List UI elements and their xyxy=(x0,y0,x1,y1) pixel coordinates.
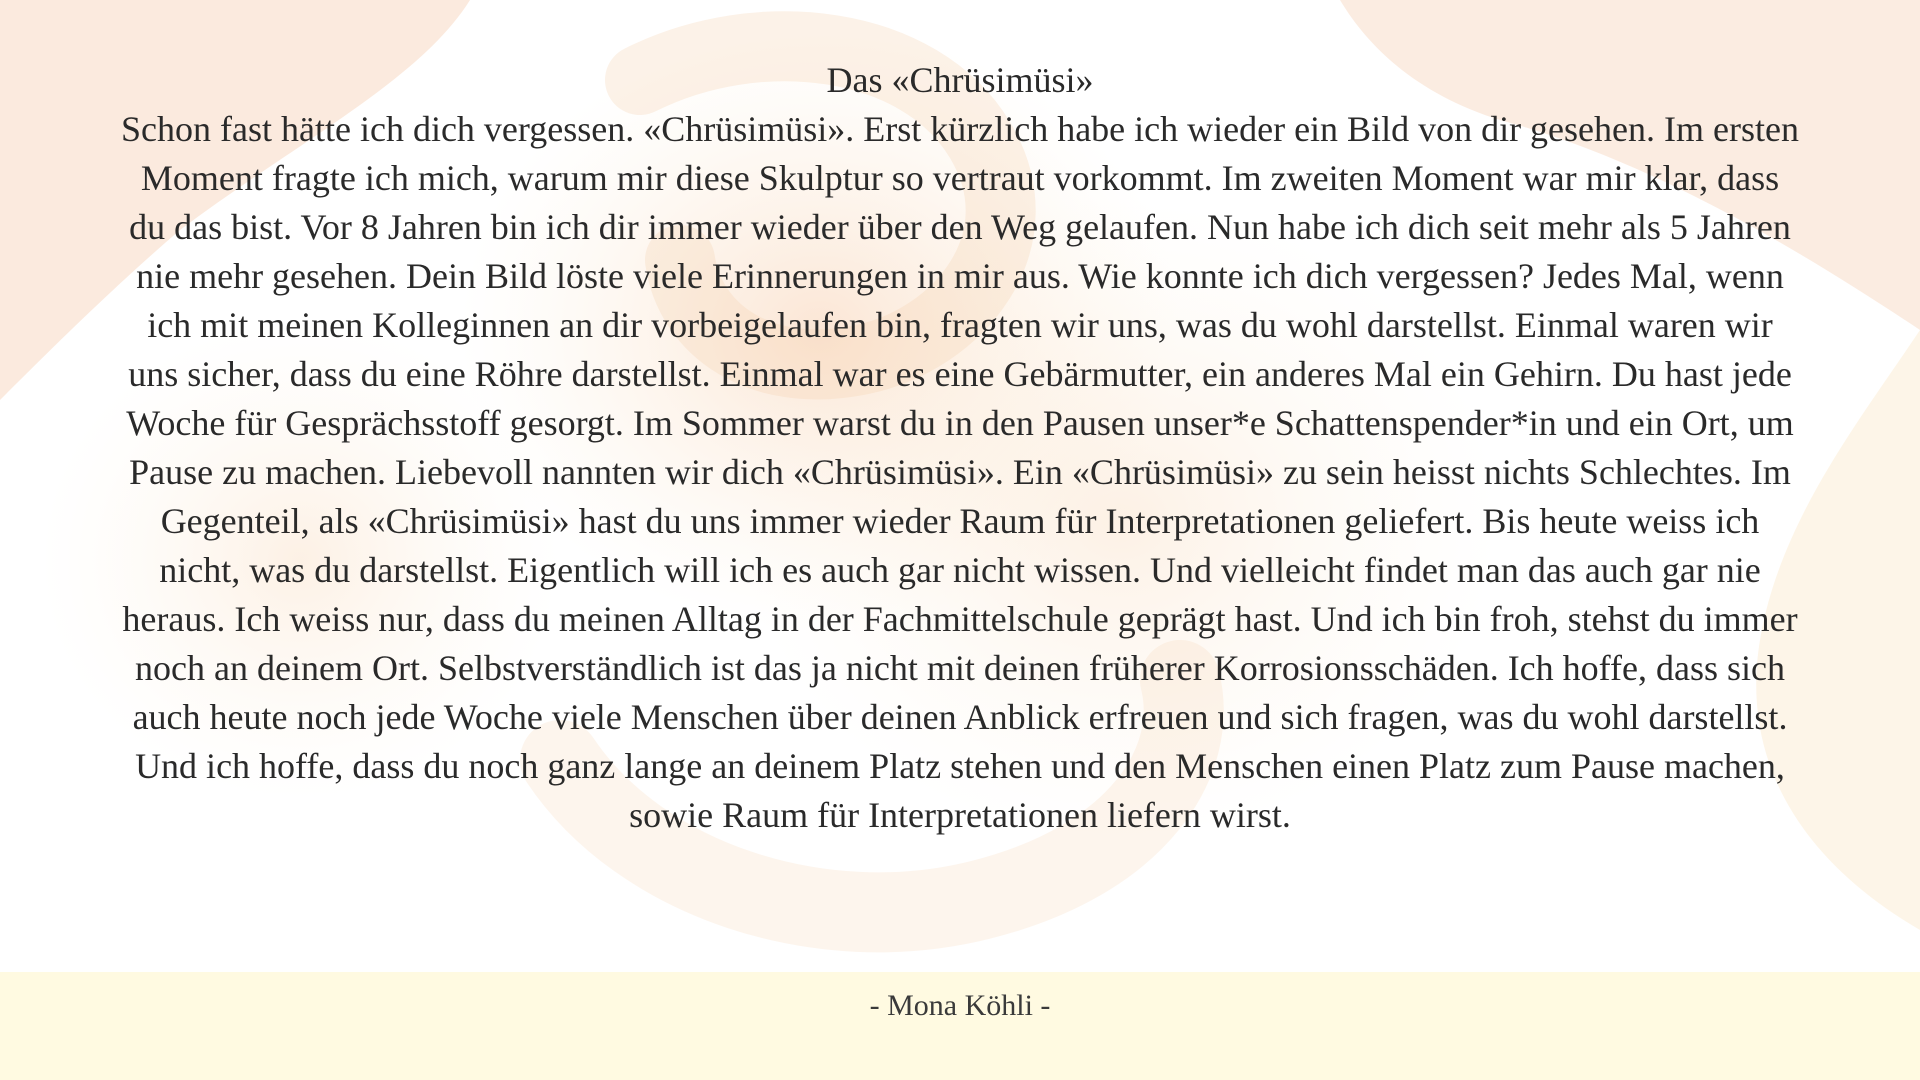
body-paragraph: Schon fast hätte ich dich vergessen. «Chrüsimüsi». Erst kürzlich habe ich wieder ein Bild von dir gesehen. Im ersten Moment fragte ich mich, warum mir diese Skulptur so vertraut vorkommt. Im zweiten Moment war mir klar, dass du das bist. Vor 8 Jahren bin ich dir immer wieder über den Weg gelaufen. Nun habe ich dich seit mehr als 5 Jahren nie mehr gesehen. Dein Bild löste viele Erinnerungen in mir aus. Wie konnte ich dich vergessen? Jedes Mal, wenn ich mit meinen Kolleginnen an dir vorbeigelaufen bin, fragten wir uns, was du wohl darstellst. Einmal waren wir uns sicher, dass du eine Röhre darstellst. Einmal war es eine Gebärmutter, ein anderes Mal ein Gehirn. Du hast jede Woche für Gesprächsstoff gesorgt. Im Sommer warst du in den Pausen unser*e Schattenspender*in und ein Ort, um Pause zu machen. Liebevoll nannten wir dich «Chrüsimüsi». Ein «Chrüsimüsi» zu sein heisst nichts Schlechtes. Im Gegenteil, als «Chrüsimüsi» hast du uns immer wieder Raum für Interpretationen geliefert. Bis heute weiss ich nicht, was du darstellst. Eigentlich will ich es auch gar nicht wissen. Und vielleicht findet man das auch gar nie heraus. Ich weiss nur, dass du meinen Alltag in der Fachmittelschule geprägt hast. Und ich bin froh, stehst du immer noch an deinem Ort. Selbstverständlich ist das ja nicht mit deinen früherer Korrosionsschäden. Ich hoffe, dass sich auch heute noch jede Woche viele Menschen über deinen Anblick erfreuen und sich fragen, was du wohl darstellst. Und ich hoffe, dass du noch ganz lange an deinem Platz stehen und den Menschen einen Platz zum Pause machen, sowie Raum für Interpretationen liefern wirst. xyxy=(121,109,1799,835)
author-signature: - Mona Köhli - xyxy=(869,989,1051,1022)
document-title: Das «Chrüsimüsi» xyxy=(826,60,1094,100)
text-block xyxy=(110,56,1810,840)
